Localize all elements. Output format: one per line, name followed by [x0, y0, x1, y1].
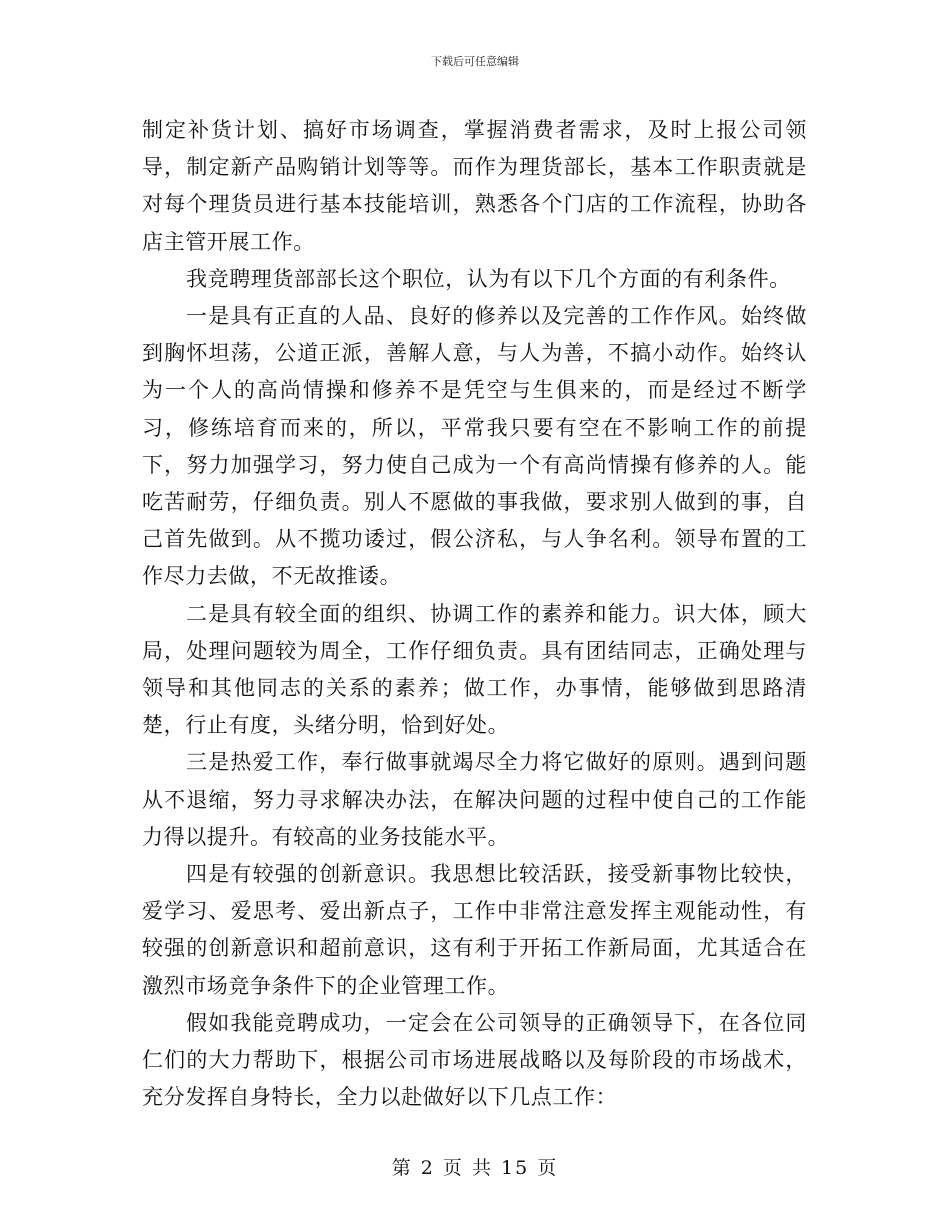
page-header: 下载后可任意编辑	[431, 55, 519, 68]
paragraph-point-two: 二是具有较全面的组织、协调工作的素养和能力。识大体，顾大局，处理问题较为周全，工作仔细负责。具有团结同志，正确处理与领导和其他同志的关系的素养；做工作，办事情，能够做到思路清楚，行止有度，头绪分明，恰到好处。	[142, 601, 807, 738]
paragraph-intro: 我竞聘理货部部长这个职位，认为有以下几个方面的有利条件。	[186, 266, 791, 291]
paragraph-point-four: 四是有较强的创新意识。我思想比较活跃，接受新事物比较快，爱学习、爱思考、爱出新点子，工作中非常注意发挥主观能动性，有较强的创新意识和超前意识，这有利于开拓工作新局面，尤其适合在激烈市场竞争条件下的企业管理工作。	[142, 862, 807, 998]
paragraph-continued: 制定补货计划、搞好市场调查，掌握消费者需求，及时上报公司领导，制定新产品购销计划等等。而作为理货部长，基本工作职责就是对每个理货员进行基本技能培训，熟悉各个门店的工作流程，协助各店主管开展工作。	[142, 118, 807, 254]
paragraph-plan: 假如我能竞聘成功，一定会在公司领导的正确领导下，在各位同仁们的大力帮助下，根据公司市场进展战略以及每阶段的市场战术，充分发挥自身特长，全力以赴做好以下几点工作：	[142, 1010, 807, 1110]
document-body	[142, 112, 807, 1116]
paragraph-point-one: 一是具有正直的人品、良好的修养以及完善的工作作风。始终做到胸怀坦荡，公道正派，善解人意，与人为善，不搞小动作。始终认为一个人的高尚情操和修养不是凭空与生俱来的，而是经过不断学习，修练培育而来的，所以，平常我只要有空在不影响工作的前提下，努力加强学习，努力使自己成为一个有高尚情操有修养的人。能吃苦耐劳，仔细负责。别人不愿做的事我做，要求别人做到的事，自己首先做到。从不揽功诿过，假公济私，与人争名利。领导布置的工作尽力去做，不无故推诿。	[142, 304, 807, 589]
page-footer: 第 2 页 共 15 页	[391, 1157, 559, 1179]
paragraph-point-three: 三是热爱工作，奉行做事就竭尽全力将它做好的原则。遇到问题从不退缩，努力寻求解决办法，在解决问题的过程中使自己的工作能力得以提升。有较高的业务技能水平。	[142, 750, 807, 849]
